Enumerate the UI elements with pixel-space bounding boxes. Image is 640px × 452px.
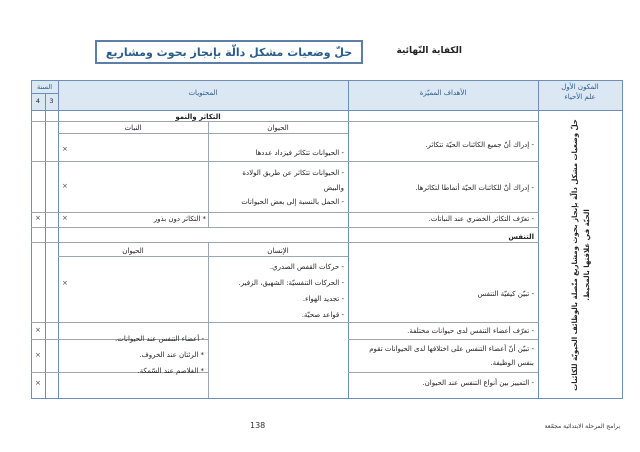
year-4: 4	[35, 97, 41, 105]
content-birth-eggs: - الحيوانات تتكاثر عن طريق الولادة	[242, 169, 344, 177]
objective-types-breathing: - التمييز بين أنواع التنفس عند الحيوان.	[422, 379, 534, 387]
component-side-text: حلّ وضعيات مشكل دالّة بإنجاز بحوث ومشاريع متّصلة بالوظائف الحيويّة للكائنات الحيّة في علاقتها بالمحيط.	[571, 119, 591, 391]
page-number: 138	[250, 421, 266, 430]
objectives-header: الأهداف المميّزة	[419, 89, 467, 97]
content-animal-increase: - الحيوانات تتكاثر فيزداد عددها	[255, 149, 344, 157]
year3-mark: ×	[62, 182, 68, 190]
content-pregnancy: - الحمل بالنسبة إلى بعض الحيوانات	[241, 198, 344, 206]
objective-respiratory-organs: - تعرّف أعضاء التنفس لدى حيوانات مختلفة.	[407, 327, 534, 335]
year4-mark: ×	[35, 379, 41, 387]
content-breathing-movements: - الحركات التنفسيّة: الشهيق، الزفير.	[238, 279, 344, 287]
content-eggs: والبيض	[323, 184, 344, 192]
col-plant-label: النبات	[124, 124, 142, 132]
year4-mark: ×	[35, 351, 41, 359]
col-animal-label: الحيوان	[267, 124, 289, 132]
content-lungs-sheep: * الرئتان عند الخروف.	[139, 351, 204, 359]
program-note: برامج المرحلة الابتدائية مجمّعة	[544, 423, 620, 430]
objective-same-function-1: - تبيّن أنّ أعضاء التنفس على اختلافها لدى الحيوانات تقوم	[369, 345, 534, 353]
final-competency-label: الكفاية النّهائية	[396, 46, 462, 56]
competency-title-box	[95, 40, 363, 64]
content-gills-fish: * الغلاصم عند السّمكة.	[137, 367, 204, 375]
year3-mark: ×	[62, 279, 68, 287]
objective-all-reproduce: - إدراك أنّ جميع الكائنات الحيّة تتكاثر.	[425, 141, 534, 149]
year3-mark: ×	[62, 145, 68, 153]
objective-vegetative: - تعرّف التكاثر الخضري عند النباتات.	[428, 215, 534, 223]
competency-title: حلّ وضعيات مشكل دالّة بإنجاز بحوث ومشاريع	[105, 45, 353, 59]
year4-mark: ×	[35, 326, 41, 334]
year-3: 3	[49, 97, 54, 105]
contents-header: المحتويات	[188, 89, 218, 97]
section-respiration: التنفس	[508, 233, 534, 241]
objective-how-breathe: - تبيّن كيفيّة التنفس	[477, 290, 534, 298]
section-reproduction: التكاثر والنمو	[175, 113, 221, 121]
component-side-column	[545, 112, 617, 398]
content-air-renewal: - تجديد الهواء.	[302, 295, 344, 303]
objective-reproduction-patterns: - إدراك أنّ للكائنات الحيّة أنماطا لتكاثرها.	[415, 184, 534, 192]
year-header: السنة	[36, 83, 53, 91]
component-header	[541, 82, 619, 102]
component-header-text: المكون الأول علم الأحياء	[561, 83, 599, 101]
content-animal-organs: - أعضاء التنفس عند الحيوانات.	[115, 335, 204, 343]
content-no-seeds: * التكاثر دون بذور	[153, 215, 206, 223]
year3-mark: ×	[62, 214, 68, 222]
content-chest-movements: - حركات القفص الصدري.	[269, 263, 344, 271]
objective-same-function-2: بنفس الوظيفة.	[490, 359, 534, 367]
col-animal-label-2: الحيوان	[122, 247, 144, 255]
year4-mark: ×	[35, 214, 41, 222]
content-health-rules: - قواعد صحيّة.	[301, 311, 344, 319]
col-human-label: الإنسان	[267, 247, 289, 255]
